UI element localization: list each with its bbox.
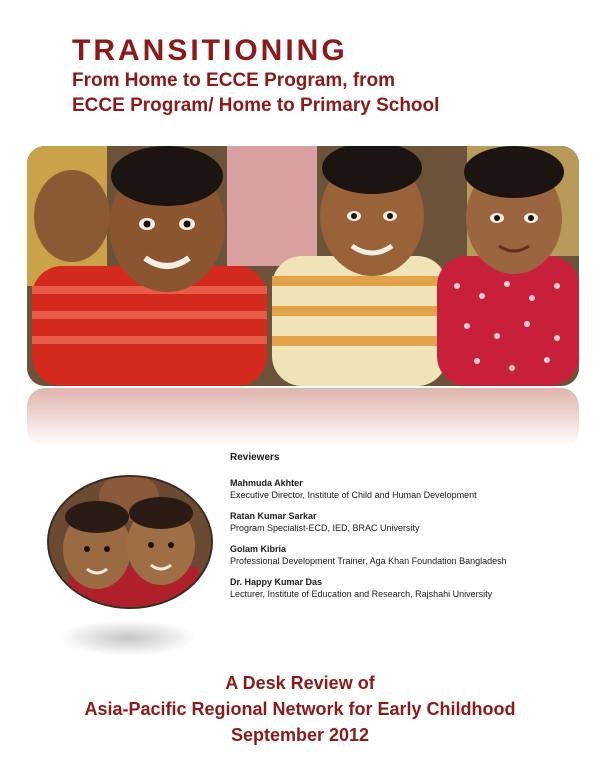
reviewer-role: Professional Development Trainer, Aga Khan Foundation Bangladesh — [230, 556, 507, 566]
document-subtitle-line-1: From Home to ECCE Program, from — [72, 70, 396, 91]
reviewer-name: Mahmuda Akhter — [230, 478, 303, 488]
reviewer-role: Lecturer, Institute of Education and Research, Rajshahi University — [230, 589, 493, 599]
two-boys-illustration — [49, 477, 211, 607]
reviewer-entry — [230, 576, 580, 600]
footer-line-network: Asia-Pacific Regional Network for Early Childhood — [84, 699, 516, 719]
reviewer-name: Ratan Kumar Sarkar — [230, 511, 317, 521]
reviewer-role: Executive Director, Institute of Child and Human Development — [230, 490, 477, 500]
photo-reflection — [27, 388, 579, 448]
reviewer-entry — [230, 510, 580, 534]
reviewer-entry — [230, 477, 580, 501]
footer-line-date: September 2012 — [230, 725, 370, 745]
footer-line-desk-review: A Desk Review of — [225, 673, 375, 693]
reviewers-section — [230, 452, 580, 609]
oval-photo-shadow — [58, 620, 198, 656]
document-title: TRANSITIONING — [72, 34, 348, 67]
reviewer-role: Program Specialist-ECD, IED, BRAC University — [230, 523, 420, 533]
reviewer-entry — [230, 543, 580, 567]
title-block — [72, 34, 439, 118]
reviewer-name: Dr. Happy Kumar Das — [230, 577, 323, 587]
two-boys-oval-photo — [47, 475, 213, 609]
reviewers-heading: Reviewers — [230, 452, 280, 463]
reviewer-name: Golam Kibria — [230, 544, 287, 554]
children-photo-illustration — [27, 146, 579, 386]
children-group-photo — [27, 146, 579, 386]
publication-footer — [0, 670, 600, 748]
document-subtitle-line-2: ECCE Program/ Home to Primary School — [72, 95, 440, 116]
